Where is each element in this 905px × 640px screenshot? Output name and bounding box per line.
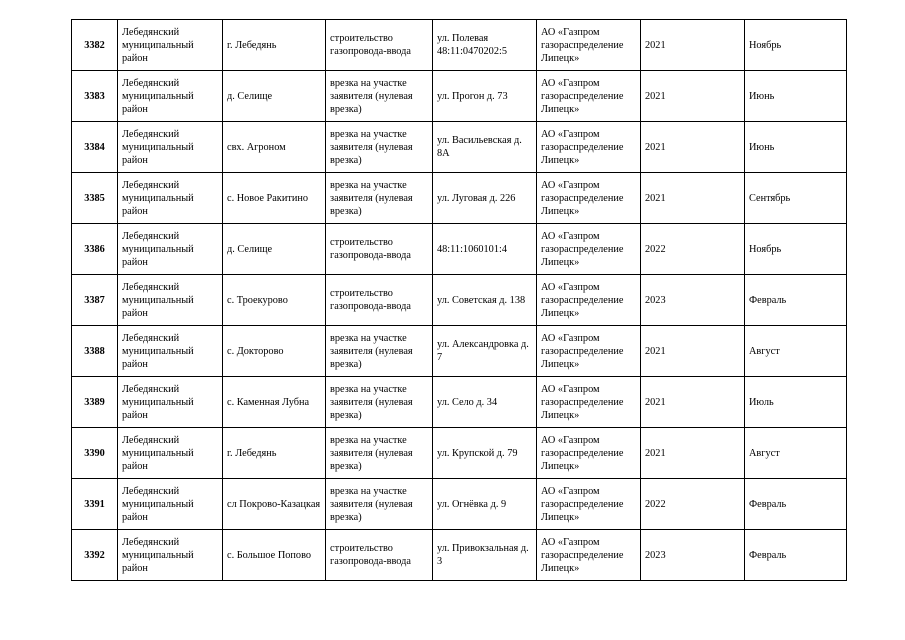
month-cell: Февраль — [745, 275, 847, 326]
organization-cell: АО «Газпром газораспределение Липецк» — [537, 377, 641, 428]
address-cell: ул. Александровка д. 7 — [433, 326, 537, 377]
district-cell: Лебедянский муниципальный район — [118, 224, 223, 275]
year-cell: 2023 — [641, 530, 745, 581]
row-number: 3391 — [72, 479, 118, 530]
year-cell: 2021 — [641, 173, 745, 224]
settlement-cell: с. Большое Попово — [223, 530, 326, 581]
district-cell: Лебедянский муниципальный район — [118, 479, 223, 530]
organization-cell: АО «Газпром газораспределение Липецк» — [537, 71, 641, 122]
year-cell: 2021 — [641, 377, 745, 428]
month-cell: Февраль — [745, 530, 847, 581]
table-row — [72, 173, 847, 224]
table-row — [72, 20, 847, 71]
year-cell: 2021 — [641, 20, 745, 71]
table-row — [72, 479, 847, 530]
table-row — [72, 530, 847, 581]
month-cell: Июнь — [745, 71, 847, 122]
work-type-cell: врезка на участке заявителя (нулевая врезка) — [326, 428, 433, 479]
table-row — [72, 428, 847, 479]
settlement-cell: д. Селище — [223, 224, 326, 275]
table-row — [72, 377, 847, 428]
year-cell: 2022 — [641, 479, 745, 530]
table-row — [72, 71, 847, 122]
month-cell: Февраль — [745, 479, 847, 530]
table-row — [72, 275, 847, 326]
address-cell: ул. Прогон д. 73 — [433, 71, 537, 122]
address-cell: ул. Советская д. 138 — [433, 275, 537, 326]
district-cell: Лебедянский муниципальный район — [118, 275, 223, 326]
work-type-cell: врезка на участке заявителя (нулевая врезка) — [326, 479, 433, 530]
organization-cell: АО «Газпром газораспределение Липецк» — [537, 530, 641, 581]
work-type-cell: строительство газопровода-ввода — [326, 224, 433, 275]
district-cell: Лебедянский муниципальный район — [118, 20, 223, 71]
settlement-cell: сл Покрово-Казацкая — [223, 479, 326, 530]
address-cell: ул. Крупской д. 79 — [433, 428, 537, 479]
month-cell: Август — [745, 326, 847, 377]
table-row — [72, 122, 847, 173]
address-cell: ул. Привокзальная д. 3 — [433, 530, 537, 581]
settlement-cell: с. Новое Ракитино — [223, 173, 326, 224]
table-row — [72, 224, 847, 275]
address-cell: ул. Полевая 48:11:0470202:5 — [433, 20, 537, 71]
year-cell: 2022 — [641, 224, 745, 275]
organization-cell: АО «Газпром газораспределение Липецк» — [537, 326, 641, 377]
year-cell: 2021 — [641, 326, 745, 377]
month-cell: Июль — [745, 377, 847, 428]
row-number: 3384 — [72, 122, 118, 173]
organization-cell: АО «Газпром газораспределение Липецк» — [537, 479, 641, 530]
work-type-cell: строительство газопровода-ввода — [326, 275, 433, 326]
month-cell: Июнь — [745, 122, 847, 173]
organization-cell: АО «Газпром газораспределение Липецк» — [537, 224, 641, 275]
row-number: 3390 — [72, 428, 118, 479]
work-type-cell: врезка на участке заявителя (нулевая врезка) — [326, 122, 433, 173]
month-cell: Август — [745, 428, 847, 479]
organization-cell: АО «Газпром газораспределение Липецк» — [537, 275, 641, 326]
district-cell: Лебедянский муниципальный район — [118, 377, 223, 428]
settlement-cell: г. Лебедянь — [223, 20, 326, 71]
work-type-cell: строительство газопровода-ввода — [326, 530, 433, 581]
address-cell: 48:11:1060101:4 — [433, 224, 537, 275]
address-cell: ул. Луговая д. 226 — [433, 173, 537, 224]
registry-table — [71, 19, 847, 581]
year-cell: 2023 — [641, 275, 745, 326]
work-type-cell: врезка на участке заявителя (нулевая врезка) — [326, 377, 433, 428]
month-cell: Сентябрь — [745, 173, 847, 224]
row-number: 3387 — [72, 275, 118, 326]
work-type-cell: врезка на участке заявителя (нулевая врезка) — [326, 326, 433, 377]
settlement-cell: с. Троекурово — [223, 275, 326, 326]
district-cell: Лебедянский муниципальный район — [118, 530, 223, 581]
year-cell: 2021 — [641, 428, 745, 479]
district-cell: Лебедянский муниципальный район — [118, 71, 223, 122]
year-cell: 2021 — [641, 122, 745, 173]
organization-cell: АО «Газпром газораспределение Липецк» — [537, 428, 641, 479]
organization-cell: АО «Газпром газораспределение Липецк» — [537, 122, 641, 173]
row-number: 3386 — [72, 224, 118, 275]
work-type-cell: строительство газопровода-ввода — [326, 20, 433, 71]
work-type-cell: врезка на участке заявителя (нулевая врезка) — [326, 71, 433, 122]
row-number: 3389 — [72, 377, 118, 428]
settlement-cell: г. Лебедянь — [223, 428, 326, 479]
district-cell: Лебедянский муниципальный район — [118, 173, 223, 224]
district-cell: Лебедянский муниципальный район — [118, 326, 223, 377]
row-number: 3383 — [72, 71, 118, 122]
row-number: 3385 — [72, 173, 118, 224]
address-cell: ул. Васильевская д. 8А — [433, 122, 537, 173]
district-cell: Лебедянский муниципальный район — [118, 428, 223, 479]
row-number: 3392 — [72, 530, 118, 581]
address-cell: ул. Село д. 34 — [433, 377, 537, 428]
district-cell: Лебедянский муниципальный район — [118, 122, 223, 173]
year-cell: 2021 — [641, 71, 745, 122]
organization-cell: АО «Газпром газораспределение Липецк» — [537, 20, 641, 71]
table-row — [72, 326, 847, 377]
row-number: 3382 — [72, 20, 118, 71]
row-number: 3388 — [72, 326, 118, 377]
month-cell: Ноябрь — [745, 20, 847, 71]
settlement-cell: д. Селище — [223, 71, 326, 122]
organization-cell: АО «Газпром газораспределение Липецк» — [537, 173, 641, 224]
month-cell: Ноябрь — [745, 224, 847, 275]
settlement-cell: свх. Агроном — [223, 122, 326, 173]
work-type-cell: врезка на участке заявителя (нулевая врезка) — [326, 173, 433, 224]
settlement-cell: с. Докторово — [223, 326, 326, 377]
settlement-cell: с. Каменная Лубна — [223, 377, 326, 428]
address-cell: ул. Огнёвка д. 9 — [433, 479, 537, 530]
